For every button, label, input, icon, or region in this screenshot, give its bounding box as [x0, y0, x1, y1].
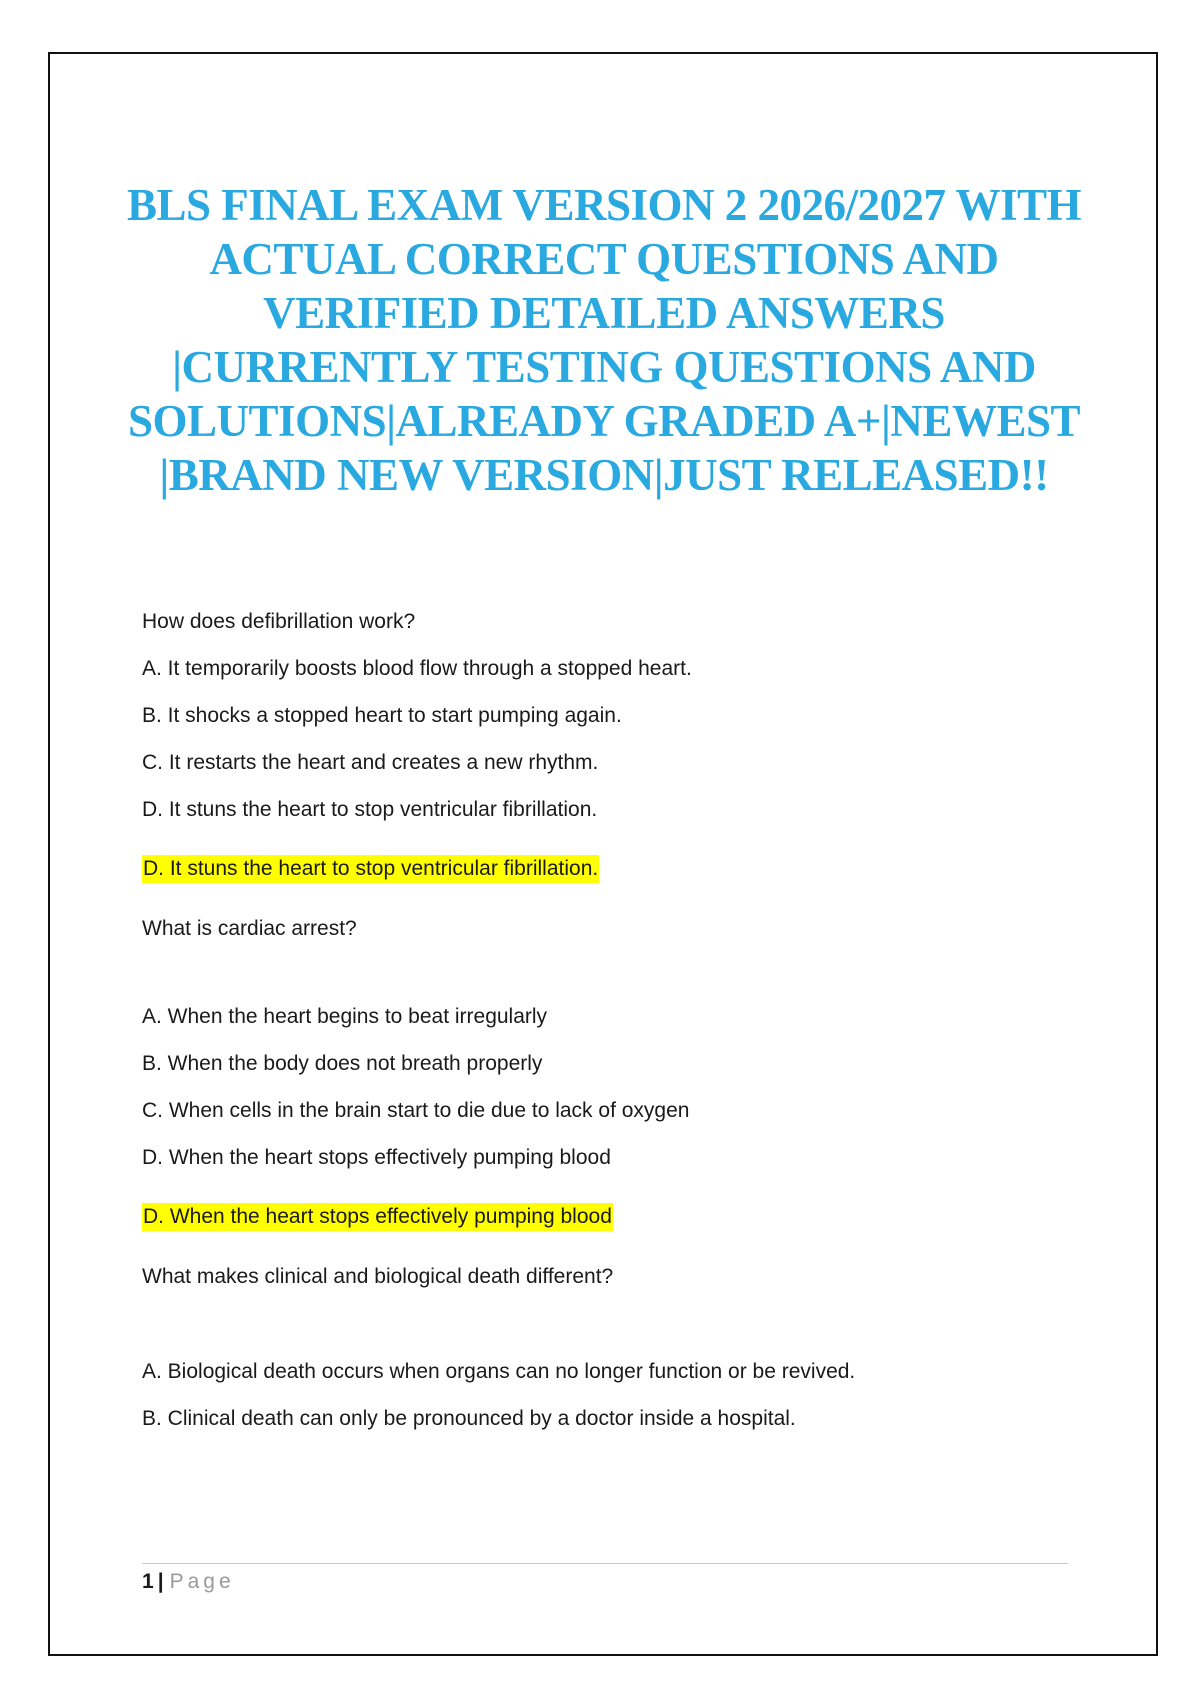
footer-separator: | [157, 1570, 164, 1593]
option-a: A. It temporarily boosts blood flow through a stopped heart. [142, 657, 692, 680]
document-body [142, 608, 1072, 1433]
page-footer [142, 1568, 235, 1596]
question-text: What makes clinical and biological death different? [142, 1265, 614, 1288]
option-c: C. When cells in the brain start to die due to lack of oxygen [142, 1099, 690, 1122]
question-text: How does defibrillation work? [142, 610, 416, 633]
answer-row-2 [142, 1203, 1072, 1231]
option-b: B. Clinical death can only be pronounced by a doctor inside a hospital. [142, 1407, 796, 1430]
question-text: What is cardiac arrest? [142, 917, 357, 940]
option-d: D. It stuns the heart to stop ventricular fibrillation. [142, 798, 598, 821]
page-label: Page [169, 1570, 235, 1593]
option-c: C. It restarts the heart and creates a new rhythm. [142, 751, 599, 774]
option-a: A. When the heart begins to beat irregularly [142, 1005, 548, 1028]
answer-row-1 [142, 855, 1072, 883]
highlighted-answer: D. When the heart stops effectively pumping blood [142, 1203, 613, 1231]
question-block-3 [142, 1263, 1072, 1433]
question-block-1 [142, 608, 1072, 824]
highlighted-answer: D. It stuns the heart to stop ventricular fibrillation. [142, 855, 599, 883]
option-d: D. When the heart stops effectively pumping blood [142, 1146, 611, 1169]
page-number: 1 [142, 1570, 154, 1593]
option-a: A. Biological death occurs when organs can no longer function or be revived. [142, 1360, 856, 1383]
option-b: B. When the body does not breath properly [142, 1052, 543, 1075]
footer-divider [142, 1563, 1068, 1564]
question-block-2 [142, 915, 1072, 1172]
option-b: B. It shocks a stopped heart to start pumping again. [142, 704, 622, 727]
document-title: BLS FINAL EXAM VERSION 2 2026/2027 WITH ACTUAL CORRECT QUESTIONS AND VERIFIED DETAILED ANSWERS |CURRENTLY TESTING QUESTIONS AND SOLUTIONS|ALREADY GRADED A+|NEWEST |BRAND NEW VERSION|JUST RELEASED!! [126, 180, 1082, 500]
